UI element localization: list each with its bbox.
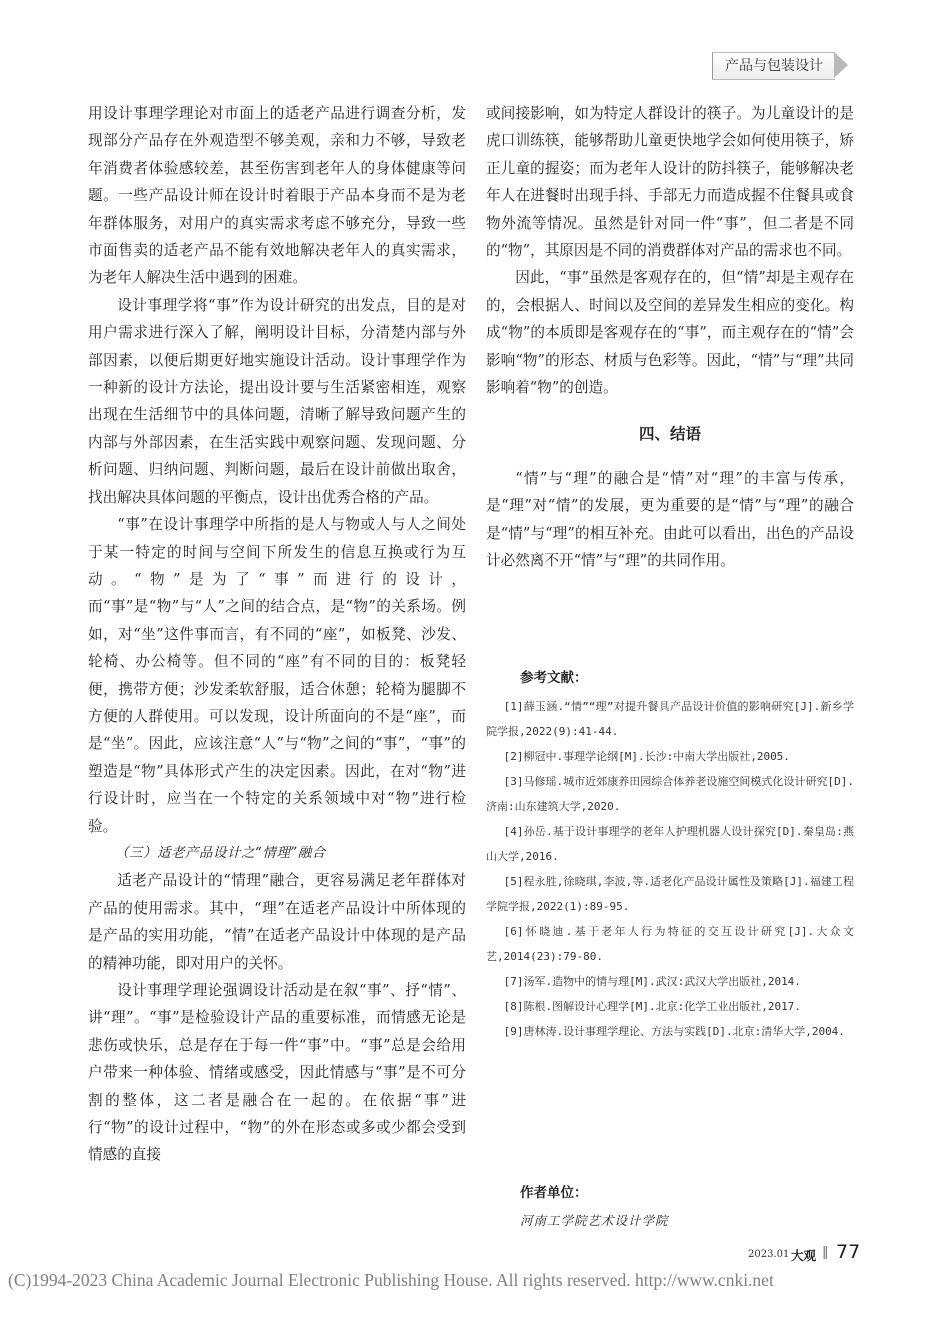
reference-item: [3]马修瑶.城市近郊康养田园综合体养老设施空间模式化设计研究[D].济南:山东建筑大学,2020.	[486, 775, 854, 813]
subheading: （三）适老产品设计之“情理”融合	[115, 844, 326, 861]
section-header	[712, 52, 852, 78]
left-column	[88, 100, 466, 1169]
author-affiliation	[520, 1181, 850, 1229]
references-title: 参考文献：	[520, 670, 588, 686]
reference-item: [9]唐林涛.设计事理学理论、方法与实践[D].北京:清华大学,2004.	[503, 1025, 845, 1038]
reference-item: [5]程永胜,徐晓琪,李波,等.适老化产品设计属性及策略[J].福建工程学院学报,2022(1):89-95.	[486, 875, 854, 913]
page-number: 77	[836, 1241, 861, 1263]
paragraph: 设计事理学将“事”作为设计研究的出发点，目的是对用户需求进行深入了解，阐明设计目标，分清楚内部与外部因素，以便后期更好地实施设计活动。设计事理学作为一种新的设计方法论，提出设计要与生活紧密相连，观察出现在生活细节中的具体问题，清晰了解导致问题产生的内部与外部因素，在生活实践中观察问题、发现问题、分析问题、归纳问题、判断问题，最后在设计前做出取舍，找出解决具体问题的平衡点，设计出优秀合格的产品。	[88, 296, 466, 506]
issue-date: 2023.01	[748, 1249, 790, 1260]
journal-name: 大观	[791, 1248, 817, 1263]
paragraph: “情”与“理”的融合是“情”对“理”的丰富与传承，是“理”对“情”的发展，更为重要的是“情”与“理”的融合是“情”与“理”的相互补充。由此可以看出，出色的产品设计必然离不开“情”与“理”的共同作用。	[486, 469, 854, 570]
reference-item: [4]孙岳.基于设计事理学的老年人护理机器人设计探究[D].秦皇岛:燕山大学,2016.	[486, 825, 854, 863]
paragraph: 用设计事理学理论对市面上的适老产品进行调查分析，发现部分产品存在外观造型不够美观，亲和力不够，导致老年消费者体验感较差，甚至伤害到老年人的身体健康等问题。一些产品设计师在设计时着眼于产品本身而不是为老年群体服务，对用户的真实需求考虑不够充分，导致一些市面售卖的适老产品不能有效地解决老年人的真实需求，为老年人解决生活中遇到的困难。	[88, 105, 466, 287]
affiliation-title: 作者单位：	[520, 1185, 588, 1201]
section-label: 产品与包装设计	[712, 52, 835, 80]
right-column	[486, 100, 854, 575]
reference-item: [1]薛玉涵.“情”“理”对提升餐具产品设计价值的影响研究[J].新乡学院学报,2022(9):41-44.	[486, 700, 854, 738]
page-footer	[700, 1243, 860, 1267]
paragraph: 设计事理学理论强调设计活动是在叙“事”、抒“情”、讲“理”。“事”是检验设计产品的重要标准，而情感无论是悲伤或快乐，总是存在于每一件“事”中。“事”总是会给用户带来一种体验、情绪或感受，因此情感与“事”是不可分割的整体，这二者是融合在一起的。在依据“事”进行“物”的设计过程中，“物”的外在形态或多或少都会受到情感的直接	[88, 982, 466, 1164]
paragraph: “事”在设计事理学中所指的是人与物或人与人之间处于某一特定的时间与空间下所发生的信息互换或行为互动。“物”是为了“事”而进行的设计，而“事”是“物”与“人”之间的结合点，是“物”的关系场。例如，对“坐”这件事而言，有不同的“座”，如板凳、沙发、轮椅、办公椅等。但不同的“座”有不同的目的：板凳轻便，携带方便；沙发柔软舒服，适合休憩；轮椅为腿脚不方便的人群使用。可以发现，设计所面向的不是“座”，而是“坐”。因此，应该注意“人”与“物”之间的“事”，“事”的塑造是“物”具体形式产生的决定因素。因此，在对“物”进行设计时，应当在一个特定的关系领域中对“物”进行检验。	[88, 516, 466, 835]
section-title: 四、结语	[638, 425, 701, 444]
footer-separator: ‖	[822, 1245, 829, 1260]
paragraph: 因此，“事”虽然是客观存在的，但“情”却是主观存在的，会根据人、时间以及空间的差异发生相应的变化。构成“物”的本质即是客观存在的“事”，而主观存在的“情”会影响“物”的形态、材质与色彩等。因此，“情”与“理”共同影响着“物”的创造。	[486, 269, 854, 397]
paragraph: 或间接影响，如为特定人群设计的筷子。为儿童设计的是虎口训练筷，能够帮助儿童更快地学会如何使用筷子，矫正儿童的握姿；而为老年人设计的防抖筷子，能够解决老年人在进餐时出现手抖、手部无力而造成握不住餐具或食物外流等情况。虽然是针对同一件“事”，但二者是不同的“物”，其原因是不同的消费群体对产品的需求也不同。	[486, 105, 854, 260]
header-arrow-icon	[834, 52, 848, 78]
reference-item: [8]陈根.图解设计心理学[M].北京:化学工业出版社,2017.	[503, 1000, 801, 1013]
reference-item: [7]汤军.造物中的情与理[M].武汉:武汉大学出版社,2014.	[503, 975, 801, 988]
reference-item: [6]怀晓迪.基于老年人行为特征的交互设计研究[J].大众文艺,2014(23):79-80.	[486, 925, 854, 963]
copyright-watermark: (C)1994-2023 China Academic Journal Electronic Publishing House. All rights reserved. http://www.cnki.net	[8, 1270, 774, 1290]
references	[486, 666, 854, 1044]
reference-item: [2]柳冠中.事理学论纲[M].长沙:中南大学出版社,2005.	[503, 750, 790, 763]
affiliation-text: 河南工学院艺术设计学院	[520, 1213, 669, 1228]
paragraph: 适老产品设计的“情理”融合，更容易满足老年群体对产品的使用需求。其中，“理”在适老产品设计中所体现的是产品的实用功能，“情”在适老产品设计中体现的是产品的精神功能，即对用户的关怀。	[88, 872, 466, 972]
